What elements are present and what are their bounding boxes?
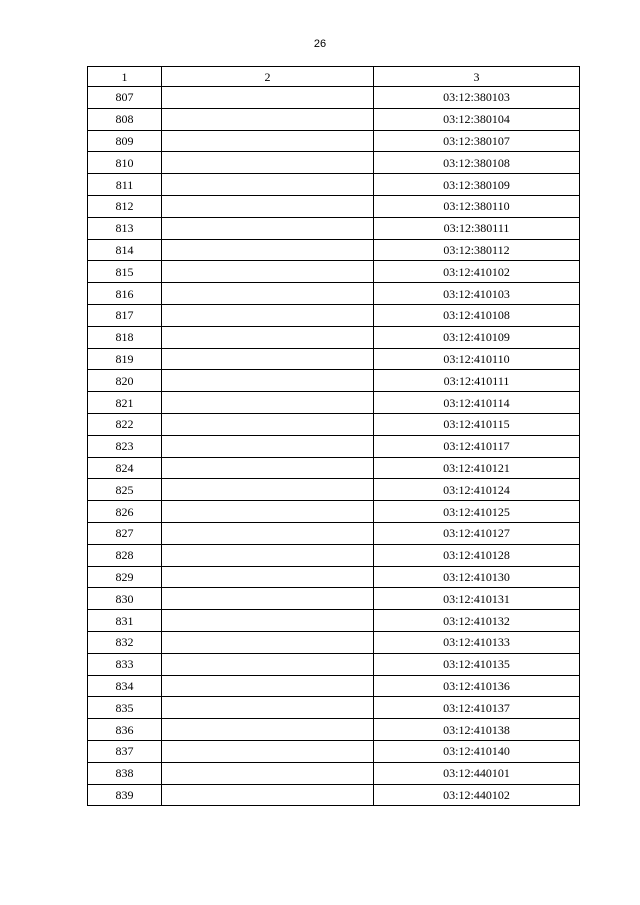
row-empty-cell [162, 631, 374, 653]
table-row [88, 697, 580, 719]
column-header-2: 2 [162, 67, 374, 87]
row-code-cell: 03:12:410108 [374, 304, 580, 326]
row-code-cell: 03:12:440102 [374, 784, 580, 806]
data-table [87, 66, 580, 806]
row-number-cell: 832 [88, 631, 162, 653]
row-number-cell: 816 [88, 283, 162, 305]
row-code-cell: 03:12:410135 [374, 653, 580, 675]
row-empty-cell [162, 413, 374, 435]
row-number-cell: 839 [88, 784, 162, 806]
table-row [88, 610, 580, 632]
row-empty-cell [162, 588, 374, 610]
table-row [88, 719, 580, 741]
table-row [88, 653, 580, 675]
table-row [88, 501, 580, 523]
row-number-cell: 825 [88, 479, 162, 501]
table-row [88, 566, 580, 588]
row-empty-cell [162, 261, 374, 283]
row-empty-cell [162, 370, 374, 392]
row-number-cell: 813 [88, 217, 162, 239]
table-row [88, 457, 580, 479]
row-code-cell: 03:12:380103 [374, 87, 580, 109]
table-row [88, 348, 580, 370]
row-code-cell: 03:12:410114 [374, 392, 580, 414]
row-code-cell: 03:12:410130 [374, 566, 580, 588]
row-code-cell: 03:12:410138 [374, 719, 580, 741]
row-code-cell: 03:12:410127 [374, 522, 580, 544]
row-code-cell: 03:12:440101 [374, 762, 580, 784]
row-empty-cell [162, 435, 374, 457]
row-empty-cell [162, 566, 374, 588]
row-number-cell: 836 [88, 719, 162, 741]
row-code-cell: 03:12:380111 [374, 217, 580, 239]
row-empty-cell [162, 217, 374, 239]
table-row [88, 261, 580, 283]
row-number-cell: 838 [88, 762, 162, 784]
row-code-cell: 03:12:410109 [374, 326, 580, 348]
row-code-cell: 03:12:380110 [374, 195, 580, 217]
row-empty-cell [162, 392, 374, 414]
row-number-cell: 808 [88, 108, 162, 130]
row-code-cell: 03:12:410132 [374, 610, 580, 632]
table-row [88, 152, 580, 174]
row-code-cell: 03:12:410115 [374, 413, 580, 435]
row-number-cell: 819 [88, 348, 162, 370]
row-number-cell: 811 [88, 174, 162, 196]
row-empty-cell [162, 152, 374, 174]
table-row [88, 108, 580, 130]
row-empty-cell [162, 719, 374, 741]
row-empty-cell [162, 457, 374, 479]
row-empty-cell [162, 87, 374, 109]
row-code-cell: 03:12:410117 [374, 435, 580, 457]
row-empty-cell [162, 283, 374, 305]
row-number-cell: 829 [88, 566, 162, 588]
table-row [88, 675, 580, 697]
row-code-cell: 03:12:410103 [374, 283, 580, 305]
row-empty-cell [162, 348, 374, 370]
table-row [88, 588, 580, 610]
table-row [88, 544, 580, 566]
row-number-cell: 837 [88, 740, 162, 762]
row-empty-cell [162, 174, 374, 196]
row-empty-cell [162, 108, 374, 130]
row-number-cell: 812 [88, 195, 162, 217]
row-code-cell: 03:12:410121 [374, 457, 580, 479]
table-body [88, 87, 580, 806]
table-row [88, 87, 580, 109]
row-empty-cell [162, 544, 374, 566]
row-number-cell: 827 [88, 522, 162, 544]
row-number-cell: 824 [88, 457, 162, 479]
row-code-cell: 03:12:410133 [374, 631, 580, 653]
table-row [88, 195, 580, 217]
table-row [88, 413, 580, 435]
row-number-cell: 810 [88, 152, 162, 174]
row-empty-cell [162, 740, 374, 762]
row-number-cell: 821 [88, 392, 162, 414]
row-empty-cell [162, 130, 374, 152]
row-code-cell: 03:12:380108 [374, 152, 580, 174]
table-row [88, 174, 580, 196]
table-row [88, 762, 580, 784]
row-code-cell: 03:12:410140 [374, 740, 580, 762]
row-number-cell: 828 [88, 544, 162, 566]
row-code-cell: 03:12:410110 [374, 348, 580, 370]
row-empty-cell [162, 784, 374, 806]
row-number-cell: 826 [88, 501, 162, 523]
row-empty-cell [162, 697, 374, 719]
table-row [88, 326, 580, 348]
table-header-row [88, 67, 580, 87]
table-row [88, 239, 580, 261]
row-empty-cell [162, 675, 374, 697]
row-code-cell: 03:12:380112 [374, 239, 580, 261]
row-code-cell: 03:12:410136 [374, 675, 580, 697]
row-code-cell: 03:12:410111 [374, 370, 580, 392]
table-row [88, 392, 580, 414]
table-row [88, 435, 580, 457]
row-number-cell: 835 [88, 697, 162, 719]
row-number-cell: 817 [88, 304, 162, 326]
row-number-cell: 807 [88, 87, 162, 109]
table-row [88, 522, 580, 544]
row-number-cell: 814 [88, 239, 162, 261]
row-number-cell: 822 [88, 413, 162, 435]
row-number-cell: 834 [88, 675, 162, 697]
row-number-cell: 831 [88, 610, 162, 632]
row-number-cell: 820 [88, 370, 162, 392]
row-number-cell: 823 [88, 435, 162, 457]
table-row [88, 740, 580, 762]
table-row [88, 479, 580, 501]
row-code-cell: 03:12:410125 [374, 501, 580, 523]
table-row [88, 370, 580, 392]
row-code-cell: 03:12:380109 [374, 174, 580, 196]
row-empty-cell [162, 326, 374, 348]
row-empty-cell [162, 522, 374, 544]
row-number-cell: 833 [88, 653, 162, 675]
row-code-cell: 03:12:410131 [374, 588, 580, 610]
row-number-cell: 809 [88, 130, 162, 152]
row-code-cell: 03:12:380107 [374, 130, 580, 152]
row-code-cell: 03:12:380104 [374, 108, 580, 130]
row-number-cell: 830 [88, 588, 162, 610]
table-row [88, 283, 580, 305]
row-empty-cell [162, 479, 374, 501]
table-row [88, 130, 580, 152]
row-code-cell: 03:12:410102 [374, 261, 580, 283]
row-number-cell: 815 [88, 261, 162, 283]
row-code-cell: 03:12:410137 [374, 697, 580, 719]
row-empty-cell [162, 304, 374, 326]
table-row [88, 304, 580, 326]
row-empty-cell [162, 239, 374, 261]
row-empty-cell [162, 195, 374, 217]
table-row [88, 631, 580, 653]
column-header-1: 1 [88, 67, 162, 87]
page-number: 26 [313, 38, 327, 50]
row-empty-cell [162, 610, 374, 632]
row-code-cell: 03:12:410124 [374, 479, 580, 501]
row-number-cell: 818 [88, 326, 162, 348]
row-empty-cell [162, 653, 374, 675]
row-code-cell: 03:12:410128 [374, 544, 580, 566]
row-empty-cell [162, 762, 374, 784]
table-row [88, 784, 580, 806]
column-header-3: 3 [374, 67, 580, 87]
row-empty-cell [162, 501, 374, 523]
table-row [88, 217, 580, 239]
